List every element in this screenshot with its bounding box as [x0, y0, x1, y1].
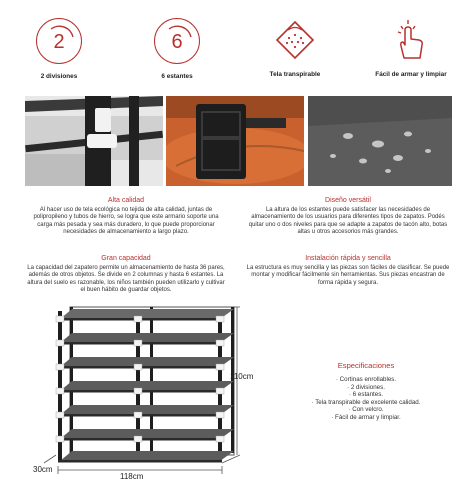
breathable-fabric-icon — [273, 18, 317, 62]
photo-velcro-strap — [166, 96, 304, 186]
spec-item: · Cortinas enrollables. — [335, 376, 397, 383]
section-gran-capacidad — [26, 255, 226, 294]
hand-click-icon — [389, 18, 433, 62]
spec-item: · Tela transpirable de excelente calidad. — [311, 398, 421, 406]
svg-text:6: 6 — [171, 31, 183, 53]
dimension-height: 110cm — [230, 372, 254, 381]
section-title: Alta calidad — [107, 197, 145, 204]
feature-facil-armar — [366, 18, 456, 78]
spec-item: · 6 estantes. — [348, 391, 384, 399]
dimension-depth: 30cm — [33, 465, 53, 474]
section-title: Instalación rápida y sencilla — [305, 255, 391, 262]
dimension-width: 118cm — [120, 472, 144, 481]
section-alta-calidad — [26, 197, 226, 236]
feature-label: 2 divisiones — [40, 73, 78, 80]
feature-label: 6 estantes — [161, 73, 193, 80]
feature-6-estantes — [132, 18, 222, 80]
feature-tela-transpirable — [250, 18, 340, 78]
section-diseno-versatil — [246, 197, 450, 236]
spec-item: · Con velcro. — [348, 406, 384, 414]
spec-item: · Fácil de armar y limpiar. — [331, 413, 401, 421]
number-2-icon — [36, 18, 82, 64]
section-title: Gran capacidad — [101, 255, 151, 262]
section-text: La capacidad del zapatero permite un almacenamiento de hasta 36 pares, además de otros objetos. Se divide en 2 columnas y hasta 6 estantes. La altura del suelo es razonable, los niños también pueden utilizarlo y cultivar el buen hábito de guardar objetos. — [27, 265, 225, 293]
specifications-title: Especificaciones — [337, 361, 395, 370]
shoe-rack-image — [40, 305, 250, 485]
section-text: Al hacer uso de tela ecológica no tejida de alta calidad, juntas de polipropileno y tubos de hierro, se logra que este armario soporte una carga más pesada y sea más duradero, lo que puede proporcionar necesidades de almacenamiento a largo plazo. — [33, 207, 219, 235]
feature-label: Fácil de armar y limpiar — [375, 71, 447, 78]
spec-item: · 2 divisiones. — [347, 383, 385, 391]
feature-label: Tela transpirable — [269, 71, 321, 78]
specifications — [306, 361, 426, 422]
section-text: La altura de los estantes puede satisfacer las necesidades de almacenamiento de los usuarios para diferentes tipos de zapatos. Podés quitar uno o dos niveles para que se adapte a zapatos de tacón alto, botas altas u otros accesorios más grandes. — [248, 207, 448, 235]
photo-water-drops-fabric — [308, 96, 452, 186]
feature-2-divisiones — [14, 18, 104, 80]
section-title: Diseño versátil — [325, 197, 371, 204]
svg-text:2: 2 — [53, 31, 65, 53]
section-text: La estructura es muy sencilla y las piezas son fáciles de clasificar. Se puede montar y modificar fácilmente sin herramientas. Sus piezas encastran de forma rápida y segura. — [246, 265, 450, 286]
photo-frame-joint — [25, 96, 163, 186]
number-6-icon — [154, 18, 200, 64]
section-instalacion — [246, 255, 450, 287]
